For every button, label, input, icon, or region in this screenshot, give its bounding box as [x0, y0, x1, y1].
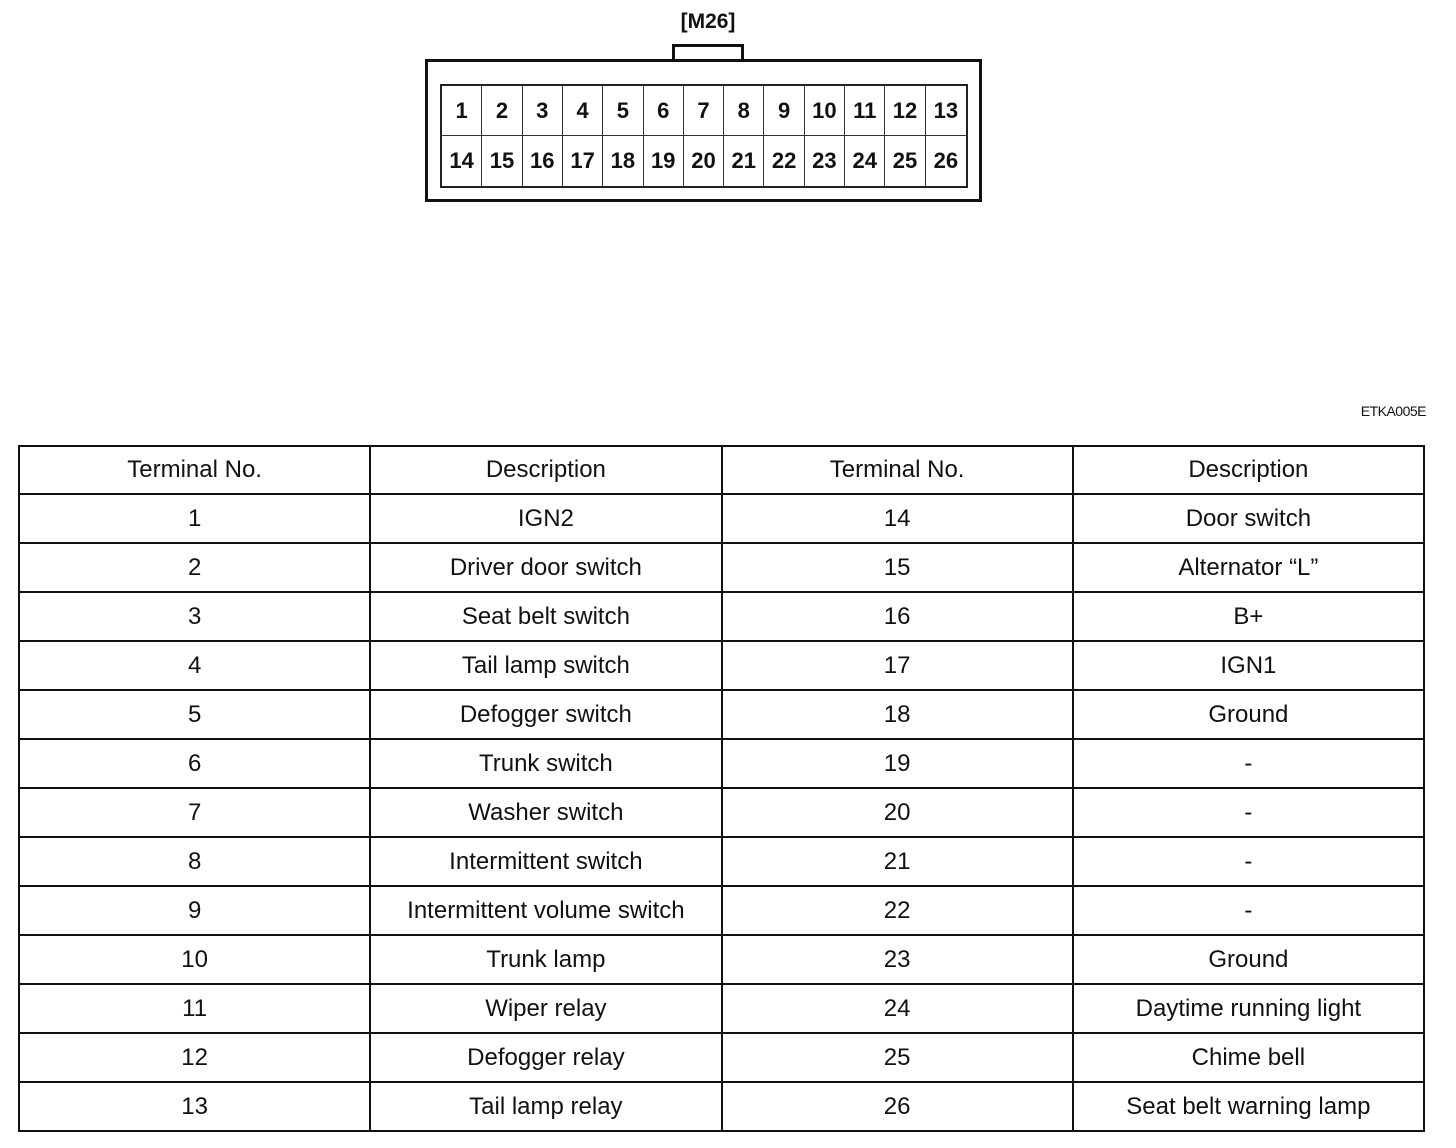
connector-pin: 24: [845, 136, 885, 186]
cell-terminal-no-left: 3: [19, 592, 370, 641]
cell-description-left: Trunk switch: [370, 739, 721, 788]
connector-pin: 15: [482, 136, 522, 186]
cell-terminal-no-right: 19: [722, 739, 1073, 788]
cell-terminal-no-right: 25: [722, 1033, 1073, 1082]
table-row: [19, 788, 1424, 837]
connector-pin: 26: [933, 148, 959, 173]
connector-pin: 6: [644, 86, 684, 136]
table-row: [19, 739, 1424, 788]
cell-terminal-no-left: 8: [19, 837, 370, 886]
cell-terminal-no-right: 24: [722, 984, 1073, 1033]
cell-terminal-no-left: 5: [19, 690, 370, 739]
table-row: [19, 886, 1424, 935]
table-row: [19, 837, 1424, 886]
cell-description-right: Daytime running light: [1073, 984, 1424, 1033]
connector-pin: 20: [684, 136, 724, 186]
cell-description-left: IGN2: [370, 494, 721, 543]
table-row: [19, 984, 1424, 1033]
cell-description-left: Driver door switch: [370, 543, 721, 592]
connector-pin: 11: [845, 86, 885, 136]
header-description-right: Description: [1073, 446, 1424, 494]
connector-label: [M26]: [680, 10, 736, 33]
connector-pin: 13: [926, 86, 966, 136]
header-terminal-no-left: Terminal No.: [19, 446, 370, 494]
cell-terminal-no-left: 1: [19, 494, 370, 543]
cell-terminal-no-right: 18: [722, 690, 1073, 739]
table-row: [19, 641, 1424, 690]
cell-description-right: Ground: [1073, 690, 1424, 739]
cell-description-right: Seat belt warning lamp: [1073, 1082, 1424, 1131]
cell-terminal-no-right: 21: [722, 837, 1073, 886]
cell-description-left: Defogger relay: [370, 1033, 721, 1082]
cell-description-left: Defogger switch: [370, 690, 721, 739]
connector-pin: 2: [482, 86, 522, 136]
connector-pin: 3: [523, 86, 563, 136]
connector-pin: 1: [442, 86, 482, 136]
header-description-left: Description: [370, 446, 721, 494]
table-row: [19, 592, 1424, 641]
cell-description-left: Seat belt switch: [370, 592, 721, 641]
cell-terminal-no-left: 2: [19, 543, 370, 592]
table-row: [19, 543, 1424, 592]
connector-pin: 10: [805, 86, 845, 136]
cell-description-right: Alternator “L”: [1073, 543, 1424, 592]
header-terminal-no-right: Terminal No.: [722, 446, 1073, 494]
connector-pin: 18: [603, 136, 643, 186]
cell-terminal-no-left: 6: [19, 739, 370, 788]
connector-pin: 16: [523, 136, 563, 186]
table-row: [19, 494, 1424, 543]
connector-pin: 23: [805, 136, 845, 186]
cell-terminal-no-left: 11: [19, 984, 370, 1033]
cell-description-right: -: [1073, 886, 1424, 935]
connector-pin: 25: [885, 136, 925, 186]
cell-terminal-no-right: 23: [722, 935, 1073, 984]
connector-pin: 9: [764, 86, 804, 136]
cell-description-left: Intermittent volume switch: [370, 886, 721, 935]
cell-terminal-no-right: 26: [722, 1082, 1073, 1131]
connector-pin: 21: [724, 136, 764, 186]
cell-description-left: Tail lamp switch: [370, 641, 721, 690]
cell-description-right: -: [1073, 739, 1424, 788]
cell-terminal-no-right: 14: [722, 494, 1073, 543]
table-row: [19, 935, 1424, 984]
connector-pin: 8: [724, 86, 764, 136]
cell-terminal-no-left: 12: [19, 1033, 370, 1082]
terminal-table: [18, 445, 1425, 1132]
connector-pin: 5: [603, 86, 643, 136]
cell-description-left: Intermittent switch: [370, 837, 721, 886]
table-row: [19, 1082, 1424, 1131]
table-header-row: [19, 446, 1424, 494]
cell-description-right: -: [1073, 788, 1424, 837]
connector-pin: 12: [885, 86, 925, 136]
cell-terminal-no-left: 4: [19, 641, 370, 690]
cell-terminal-no-left: 9: [19, 886, 370, 935]
connector-pin: 19: [644, 136, 684, 186]
table-row: [19, 690, 1424, 739]
connector-pin-grid: [440, 84, 968, 188]
cell-description-right: Chime bell: [1073, 1033, 1424, 1082]
cell-terminal-no-right: 17: [722, 641, 1073, 690]
cell-terminal-no-right: 15: [722, 543, 1073, 592]
connector-pin: 14: [442, 136, 482, 186]
connector-pin: 7: [684, 86, 724, 136]
cell-description-left: Washer switch: [370, 788, 721, 837]
cell-terminal-no-right: 22: [722, 886, 1073, 935]
cell-terminal-no-right: 16: [722, 592, 1073, 641]
cell-terminal-no-left: 10: [19, 935, 370, 984]
cell-terminal-no-left: 7: [19, 788, 370, 837]
cell-terminal-no-right: 20: [722, 788, 1073, 837]
cell-description-right: Ground: [1073, 935, 1424, 984]
table-row: [19, 1033, 1424, 1082]
figure-code: ETKA005E: [1360, 403, 1426, 419]
cell-terminal-no-left: 13: [19, 1082, 370, 1131]
cell-description-left: Wiper relay: [370, 984, 721, 1033]
connector-pin: 22: [764, 136, 804, 186]
cell-description-right: B+: [1073, 592, 1424, 641]
connector-pin: 17: [563, 136, 603, 186]
cell-description-right: IGN1: [1073, 641, 1424, 690]
cell-description-right: Door switch: [1073, 494, 1424, 543]
cell-description-left: Trunk lamp: [370, 935, 721, 984]
cell-description-left: Tail lamp relay: [370, 1082, 721, 1131]
cell-description-right: -: [1073, 837, 1424, 886]
connector-pin: 4: [563, 86, 603, 136]
